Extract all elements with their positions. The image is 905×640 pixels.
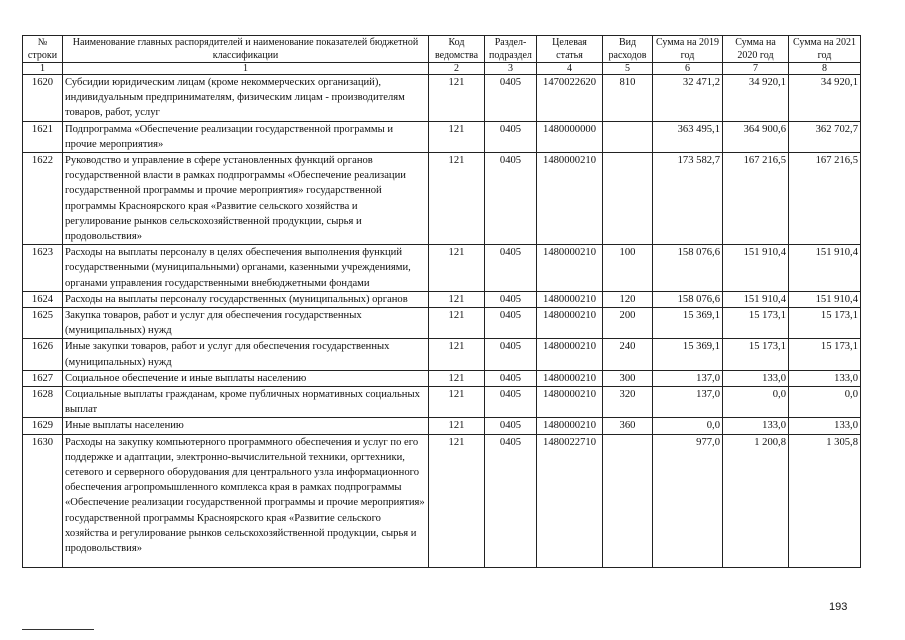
header-section: Раздел-подраздел	[485, 36, 537, 63]
row-target: 1480000210	[537, 418, 603, 434]
header-sum-2020: Сумма на 2020 год	[723, 36, 789, 63]
row-code: 121	[429, 387, 485, 418]
table-row	[23, 75, 861, 122]
row-sum-2021: 151 910,4	[789, 245, 861, 292]
row-sum-2020: 15 173,1	[723, 339, 789, 370]
row-sum-2021: 362 702,7	[789, 121, 861, 152]
column-number: 1	[23, 63, 63, 75]
column-number: 2	[429, 63, 485, 75]
row-sum-2021: 151 910,4	[789, 291, 861, 307]
row-section: 0405	[485, 291, 537, 307]
row-sum-2019: 158 076,6	[653, 291, 723, 307]
row-number: 1624	[23, 291, 63, 307]
row-sum-2020: 15 173,1	[723, 308, 789, 339]
page-number: 193	[829, 601, 848, 613]
row-type	[603, 153, 653, 245]
row-sum-2020: 133,0	[723, 370, 789, 386]
row-type	[603, 121, 653, 152]
row-sum-2020: 133,0	[723, 418, 789, 434]
row-target: 1480000210	[537, 245, 603, 292]
row-name: Социальные выплаты гражданам, кроме публичных нормативных социальных выплат	[63, 387, 429, 418]
row-sum-2021: 15 173,1	[789, 308, 861, 339]
header-expense-type: Вид расходов	[603, 36, 653, 63]
row-sum-2019: 173 582,7	[653, 153, 723, 245]
column-number: 8	[789, 63, 861, 75]
row-name: Субсидии юридическим лицам (кроме некоммерческих организаций), индивидуальным предпринимателям, физическим лицам - производителям товаров, работ, услуг	[63, 75, 429, 122]
row-code: 121	[429, 370, 485, 386]
row-sum-2021: 0,0	[789, 387, 861, 418]
row-type: 810	[603, 75, 653, 122]
row-type: 300	[603, 370, 653, 386]
table-row	[23, 418, 861, 434]
row-sum-2020: 364 900,6	[723, 121, 789, 152]
table-row	[23, 434, 861, 567]
header-row-number: № строки	[23, 36, 63, 63]
row-name: Подпрограмма «Обеспечение реализации государственной программы и прочие мероприятия»	[63, 121, 429, 152]
row-number: 1621	[23, 121, 63, 152]
table-row	[23, 387, 861, 418]
row-sum-2021: 133,0	[789, 370, 861, 386]
row-code: 121	[429, 339, 485, 370]
row-target: 1480022710	[537, 434, 603, 567]
row-section: 0405	[485, 75, 537, 122]
footnote-divider	[22, 629, 94, 630]
row-sum-2020: 151 910,4	[723, 291, 789, 307]
table-row	[23, 308, 861, 339]
row-type	[603, 434, 653, 567]
row-sum-2019: 32 471,2	[653, 75, 723, 122]
row-sum-2021: 1 305,8	[789, 434, 861, 567]
column-number: 4	[537, 63, 603, 75]
row-sum-2021: 167 216,5	[789, 153, 861, 245]
row-code: 121	[429, 434, 485, 567]
table-row	[23, 370, 861, 386]
row-number: 1628	[23, 387, 63, 418]
row-sum-2019: 137,0	[653, 387, 723, 418]
header-department-code: Код ведомства	[429, 36, 485, 63]
column-number: 3	[485, 63, 537, 75]
row-sum-2019: 363 495,1	[653, 121, 723, 152]
row-sum-2019: 0,0	[653, 418, 723, 434]
header-name: Наименование главных распорядителей и наименование показателей бюджетной классификации	[63, 36, 429, 63]
row-sum-2020: 34 920,1	[723, 75, 789, 122]
budget-table	[22, 35, 861, 568]
row-target: 1480000210	[537, 153, 603, 245]
row-target: 1470022620	[537, 75, 603, 122]
row-name: Социальное обеспечение и иные выплаты населению	[63, 370, 429, 386]
row-target: 1480000210	[537, 339, 603, 370]
row-number: 1627	[23, 370, 63, 386]
row-name: Иные выплаты населению	[63, 418, 429, 434]
table-row	[23, 153, 861, 245]
header-sum-2019: Сумма на 2019 год	[653, 36, 723, 63]
table-row	[23, 121, 861, 152]
row-type: 120	[603, 291, 653, 307]
table-row	[23, 245, 861, 292]
row-sum-2021: 34 920,1	[789, 75, 861, 122]
row-section: 0405	[485, 153, 537, 245]
row-sum-2021: 133,0	[789, 418, 861, 434]
row-sum-2019: 977,0	[653, 434, 723, 567]
row-number: 1622	[23, 153, 63, 245]
column-number: 5	[603, 63, 653, 75]
row-code: 121	[429, 121, 485, 152]
row-number: 1625	[23, 308, 63, 339]
row-name: Руководство и управление в сфере установленных функций органов государственной власти в рамках подпрограммы «Обеспечение реализации государственной программы и прочие мероприятия» государственной программы Красноярского края «Развитие сельского хозяйства и регулирование рынков сельскохозяйственной продукции, сырья и продовольствия»	[63, 153, 429, 245]
row-code: 121	[429, 291, 485, 307]
table-row	[23, 339, 861, 370]
row-section: 0405	[485, 434, 537, 567]
row-section: 0405	[485, 245, 537, 292]
row-section: 0405	[485, 370, 537, 386]
row-type: 320	[603, 387, 653, 418]
row-name: Закупка товаров, работ и услуг для обеспечения государственных (муниципальных) нужд	[63, 308, 429, 339]
row-section: 0405	[485, 339, 537, 370]
row-target: 1480000210	[537, 370, 603, 386]
row-section: 0405	[485, 308, 537, 339]
table-header	[23, 36, 861, 75]
row-sum-2021: 15 173,1	[789, 339, 861, 370]
row-section: 0405	[485, 387, 537, 418]
header-column-numbers	[23, 63, 861, 75]
row-code: 121	[429, 153, 485, 245]
row-section: 0405	[485, 121, 537, 152]
row-number: 1623	[23, 245, 63, 292]
row-sum-2020: 1 200,8	[723, 434, 789, 567]
row-sum-2020: 151 910,4	[723, 245, 789, 292]
table-row	[23, 291, 861, 307]
row-name: Иные закупки товаров, работ и услуг для обеспечения государственных (муниципальных) нужд	[63, 339, 429, 370]
header-target-article: Целевая статья	[537, 36, 603, 63]
row-number: 1620	[23, 75, 63, 122]
row-section: 0405	[485, 418, 537, 434]
column-number: 1	[63, 63, 429, 75]
row-number: 1630	[23, 434, 63, 567]
column-number: 7	[723, 63, 789, 75]
row-sum-2019: 15 369,1	[653, 308, 723, 339]
row-code: 121	[429, 308, 485, 339]
row-number: 1626	[23, 339, 63, 370]
row-name: Расходы на выплаты персоналу государственных (муниципальных) органов	[63, 291, 429, 307]
row-type: 200	[603, 308, 653, 339]
row-code: 121	[429, 245, 485, 292]
row-type: 240	[603, 339, 653, 370]
column-number: 6	[653, 63, 723, 75]
row-target: 1480000210	[537, 291, 603, 307]
row-type: 360	[603, 418, 653, 434]
row-sum-2019: 158 076,6	[653, 245, 723, 292]
row-target: 1480000000	[537, 121, 603, 152]
row-sum-2020: 167 216,5	[723, 153, 789, 245]
row-name: Расходы на выплаты персоналу в целях обеспечения выполнения функций государственными (муниципальными) органами, казенными учреждениями, органами управления государственными внебюджетными фондами	[63, 245, 429, 292]
row-number: 1629	[23, 418, 63, 434]
row-sum-2019: 15 369,1	[653, 339, 723, 370]
header-sum-2021: Сумма на 2021 год	[789, 36, 861, 63]
row-sum-2020: 0,0	[723, 387, 789, 418]
row-target: 1480000210	[537, 308, 603, 339]
row-code: 121	[429, 75, 485, 122]
row-type: 100	[603, 245, 653, 292]
row-target: 1480000210	[537, 387, 603, 418]
row-sum-2019: 137,0	[653, 370, 723, 386]
row-name: Расходы на закупку компьютерного программного обеспечения и услуг по его поддержке и адаптации, электронно-вычислительной техники, оргтехники, сетевого и серверного оборудования для центрального узла информационного обеспечения агропромышленного комплекса края в рамках подпрограммы «Обеспечение реализации государственной программы и прочие мероприятия» государственной программы Красноярского края «Развитие сельского хозяйства и регулирование рынков сельскохозяйственной продукции, сырья и продовольствия»	[63, 434, 429, 567]
row-code: 121	[429, 418, 485, 434]
table-body	[23, 75, 861, 568]
